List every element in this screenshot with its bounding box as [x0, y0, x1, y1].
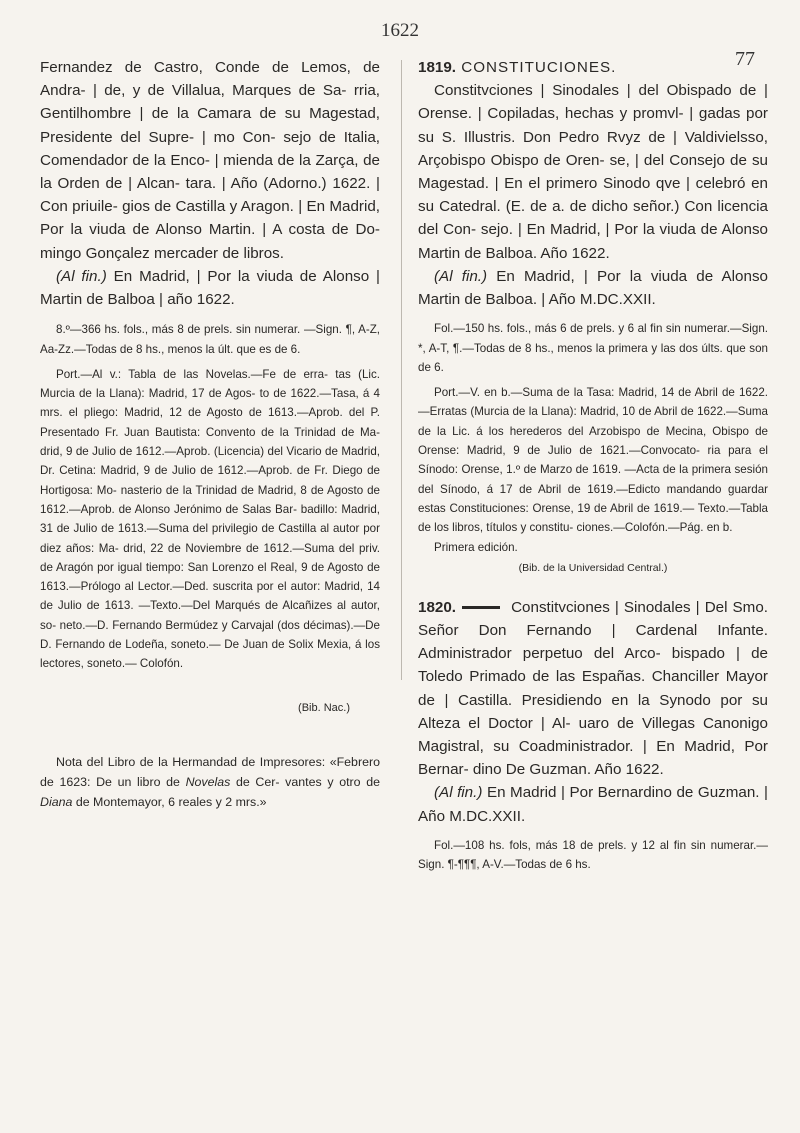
- entry-title-text: Constitvciones | Sinodales | Del Smo. Señor Don Fernando | Cardenal Infante. Administrador perpetuo del Arco- bispado | de Toledo Primado de las Españas. Chanciller Mayor de | Castilla. Presidiendo en la Synodo por su Alteza el Doctor | Al- uaro de Villegas Canonigo Magistral, su Coadministrador. | En Madrid, Por Bernar- dino De Guzman. Año 1622.: [418, 598, 768, 779]
- entry-1819-physical: Fol.—150 hs. fols., más 6 de prels. y 6 al fin sin numerar.—Sign. *, A-T, ¶.—Todas de 8 hs., menos la primera y las dos últs. que son de 6.: [418, 322, 768, 374]
- entry-1820-physical: Fol.—108 hs. fols, más 18 de prels. y 12 al fin sin numerar.—Sign. ¶-¶¶¶, A-V.—Todas de 6 hs.: [418, 838, 768, 872]
- note-part-c: de Montemayor, 6 reales y 2 mrs.»: [72, 794, 267, 809]
- entry-1819-colophon: [418, 265, 768, 311]
- note-diana: Diana: [40, 794, 73, 809]
- colophon-label: (Al fin.): [434, 267, 488, 285]
- column-divider: [401, 60, 402, 680]
- entry-1820-title: [418, 596, 768, 782]
- dash-rule: [462, 606, 500, 609]
- entry-1819-heading: [418, 56, 768, 79]
- entry-heading: CONSTITUCIONES.: [456, 59, 617, 76]
- entry-1819-title: Constitvciones | Sinodales | del Obispado de | Orense. | Copiladas, hechas y promvl- | gadas por su S. Illustris. Don Pedro Rvyz de | Valdivielsso, Arçobispo Obispo de Oren- se, | del Consejo de su Magestad. | En el primero Sinodo qve | celebró en su Catedral. (E. de a. de dicho señor.) Con licencia del Con- sejo. | En Madrid, | Por la viuda de Alonso Martin de Balboa. Año 1622.: [418, 82, 768, 262]
- colophon-label: (Al fin.): [434, 784, 483, 802]
- colophon-text: En Madrid, | Por la viuda de Alonso Martin de Balboa. | Año M.DC.XXII.: [418, 267, 768, 309]
- note-part-a: Nota del Libro de la Hermandad de Impresores: «Febrero de 1623: De un libro de: [40, 754, 380, 789]
- colophon-label: (Al fin.): [56, 267, 107, 285]
- note-part-b: de Cer- vantes y otro de: [230, 774, 380, 789]
- left-column: [40, 56, 380, 812]
- colophon: [40, 265, 380, 311]
- entry-1819-edition: Primera edición.: [434, 540, 518, 554]
- colophon-text: En Madrid | Por Bernardino de Guzman. | Año M.DC.XXII.: [418, 784, 768, 825]
- right-column: [418, 56, 768, 874]
- entry-number: 1819.: [418, 59, 457, 76]
- contents-description: Port.—Al v.: Tabla de las Novelas.—Fe de erra- tas (Lic. Murcia de la Llana): Madrid, 17 de Agos- to de 1622.—Tasa, á 4 mrs. el pliego: Madrid, 12 de Agosto de 1613.—Aprob. del P. Presentado Fr. Juan Bautista: Convento de la Trinidad de Ma- drid, 9 de Julio de 1612.—Aprob. (Licencia) del Vicario de Madrid, Dr. Cetina: Madrid, 9 de Julio de 1612.—Aprob. de Fr. Diego de Hortigosa: Mo- nasterio de la Trinidad de Madrid, 8 de Agosto de 1612.—Aprob. de Alonso Jerónimo de Salas Bar- badillo: Madrid, 31 de Julio de 1613.—Suma del privilegio de Castilla al autor por diez años: Ma- drid, 22 de Noviembre de 1612.—Suma del priv. de Aragón por igual tiempo: San Lorenzo el Real, 9 de Agosto de 1613.—Prólogo al Lector.—Ded. suscrita por el autor: Madrid, 14 de Julio de 1613. —Texto.—Del Marqués de Alcañizes al autor, so- neto.—D. Fernando Bermúdez y Carvajal (dos décimas).—De D. Fernando de Lodeña, soneto.— De Juan de Solix Mexia, á los lectores, soneto.— Colofón.: [40, 367, 380, 671]
- entry-1820-colophon: [418, 781, 768, 827]
- page-number: 77: [735, 48, 755, 70]
- library-source: (Bib. Nac.): [298, 701, 350, 714]
- entry-1819-contents: Port.—V. en b.—Suma de la Tasa: Madrid, 14 de Abril de 1622.—Erratas (Murcia de la Llana): Madrid, 10 de Abril de 1622.—Suma de la Lic. á los herederos del Arzobispo de Mecina, Obispo de Orense: Madrid, 9 de Julio de 1621.—Convocato- ria para el Sínodo: Orense, 1.º de Marzo de 1619. —Acta de la primera sesión del Sínodo, á 17 de Abril de 1619.—Edicto mandando guardar estas Constituciones: Orense, 19 de Abril de 1619.— Texto.—Tabla de los libros, títulos y constitu- ciones.—Colofón.—Pág. en b.: [418, 386, 768, 535]
- entry-1819-source: (Bib. de la Universidad Central.): [518, 561, 668, 574]
- running-year: 1622: [381, 20, 419, 41]
- printers-note: [40, 752, 380, 812]
- physical-description: 8.º—366 hs. fols., más 8 de prels. sin numerar. —Sign. ¶, A-Z, Aa-Zz.—Todas de 8 hs., menos la últ. que es de 6.: [40, 323, 380, 356]
- note-novelas: Novelas: [185, 774, 231, 789]
- entry-number: 1820.: [418, 598, 457, 616]
- colophon-text: En Madrid, | Por la viuda de Alonso | Martin de Balboa | año 1622.: [40, 267, 380, 309]
- continued-title: Fernandez de Castro, Conde de Lemos, de Andra- | de, y de Villalua, Marques de Sa- rria, Gentilhombre | de la Camara de su Magestad, Presidente del Supre- | mo Con- sejo de Italia, Comendador de la Enco- | mienda de la Zarça, de la Orden de | Alcan- tara. | Año (Adorno.) 1622. | Con priuile- gios de Castilla y Aragon. | En Madrid, Por la viuda de Alonso Martin. | A costa de Do- mingo Gonçalez mercader de libros.: [40, 59, 380, 262]
